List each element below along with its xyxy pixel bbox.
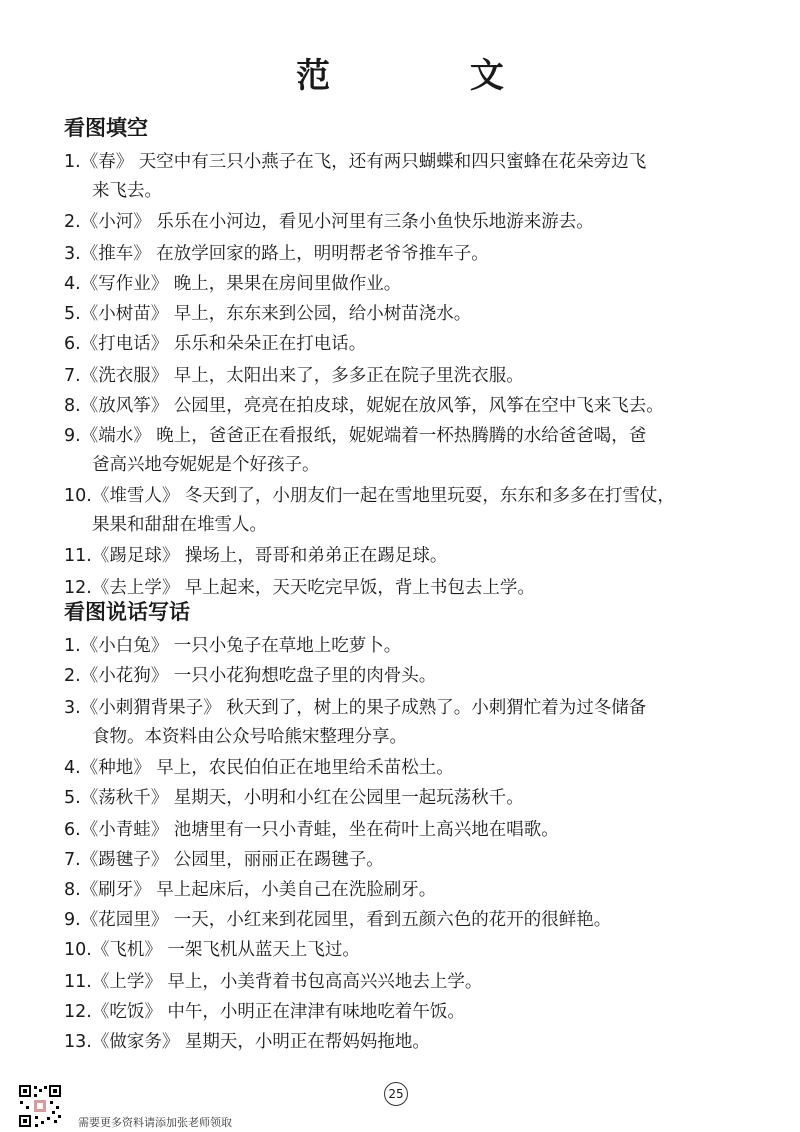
list-item [64, 662, 764, 691]
section-heading: 看图填空 [64, 116, 148, 140]
item-number: 7. [64, 366, 81, 386]
item-text: 《小树苗》 早上，东东来到公园，给小树苗浇水。 [80, 304, 472, 324]
item-text: 《去上学》 早上起来，天天吃完早饭，背上书包去上学。 [91, 578, 535, 598]
list-item [64, 1028, 764, 1057]
item-text: 《小青蛙》 池塘里有一只小青蛙，坐在荷叶上高兴地在唱歌。 [80, 820, 559, 840]
list-item [64, 936, 764, 965]
item-number: 5. [64, 788, 81, 808]
list-item [64, 968, 764, 997]
section-heading: 看图说话写话 [64, 600, 190, 624]
list-item [64, 208, 764, 237]
list-item [64, 632, 764, 661]
item-number: 8. [64, 880, 81, 900]
item-number: 12. [64, 1002, 92, 1022]
item-text-continued: 食物。本资料由公众号哈熊宋整理分享。 [92, 727, 407, 747]
list-item [64, 148, 764, 206]
list-item [64, 784, 764, 813]
item-number: 1. [64, 152, 81, 172]
item-number: 9. [64, 910, 81, 930]
item-number: 6. [64, 334, 81, 354]
item-number: 3. [64, 244, 81, 264]
item-text: 《种地》 早上，农民伯伯正在地里给禾苗松土。 [80, 758, 454, 778]
item-text: 《小刺猬背果子》 秋天到了，树上的果子成熟了。小刺猬忙着为过冬储备 [80, 698, 647, 718]
list-item [64, 300, 764, 329]
item-number: 13. [64, 1032, 92, 1052]
item-number: 1. [64, 636, 81, 656]
item-text: 《踢足球》 操场上，哥哥和弟弟正在踢足球。 [91, 546, 448, 566]
item-text: 《上学》 早上，小美背着书包高高兴兴地去上学。 [91, 972, 483, 992]
item-text: 《荡秋千》 星期天，小明和小红在公园里一起玩荡秋千。 [80, 788, 524, 808]
item-text: 《小白兔》 一只小兔子在草地上吃萝卜。 [80, 636, 402, 656]
item-text: 《放风筝》 公园里，亮亮在拍皮球，妮妮在放风筝，风筝在空中飞来飞去。 [80, 396, 664, 416]
item-text: 《小河》 乐乐在小河边，看见小河里有三条小鱼快乐地游来游去。 [80, 212, 594, 232]
list-item [64, 240, 764, 269]
item-number: 5. [64, 304, 81, 324]
item-number: 10. [64, 940, 92, 960]
item-number: 9. [64, 426, 81, 446]
item-number: 6. [64, 820, 81, 840]
item-text: 《春》 天空中有三只小燕子在飞，还有两只蝴蝶和四只蜜蜂在花朵旁边飞 [80, 152, 647, 172]
list-item [64, 694, 764, 752]
item-number: 11. [64, 546, 92, 566]
list-item [64, 846, 764, 875]
item-number: 11. [64, 972, 92, 992]
list-item [64, 876, 764, 905]
item-number: 12. [64, 578, 92, 598]
item-text-continued: 来飞去。 [92, 181, 162, 201]
list-item [64, 330, 764, 359]
item-text: 《写作业》 晚上，果果在房间里做作业。 [80, 274, 402, 294]
item-text: 《踢毽子》 公园里，丽丽正在踢毽子。 [80, 850, 384, 870]
item-text: 《洗衣服》 早上，太阳出来了，多多正在院子里洗衣服。 [80, 366, 524, 386]
item-text-continued: 果果和甜甜在堆雪人。 [92, 515, 267, 535]
item-text-continued: 爸高兴地夸妮妮是个好孩子。 [92, 455, 320, 475]
list-item [64, 362, 764, 391]
page-number-badge: 25 [384, 1082, 408, 1106]
item-text: 《做家务》 星期天，小明正在帮妈妈拖地。 [91, 1032, 430, 1052]
list-item [64, 542, 764, 571]
list-item [64, 270, 764, 299]
footer-note: 需要更多资料请添加张老师领取 [78, 1116, 232, 1129]
item-number: 3. [64, 698, 81, 718]
item-text: 《刷牙》 早上起床后，小美自己在洗脸刷牙。 [80, 880, 437, 900]
item-number: 10. [64, 486, 92, 506]
item-text: 《打电话》 乐乐和朵朵正在打电话。 [80, 334, 367, 354]
item-text: 《堆雪人》 冬天到了，小朋友们一起在雪地里玩耍，东东和多多在打雪仗， [91, 486, 675, 506]
list-item [64, 482, 764, 540]
page-title: 范 文 [296, 56, 568, 96]
item-text: 《端水》 晚上，爸爸正在看报纸，妮妮端着一杯热腾腾的水给爸爸喝，爸 [80, 426, 647, 446]
footer [0, 1072, 800, 1132]
list-item [64, 998, 764, 1027]
item-text: 《吃饭》 中午，小明正在津津有味地吃着午饭。 [91, 1002, 465, 1022]
list-item [64, 392, 764, 421]
list-item [64, 754, 764, 783]
item-text: 《花园里》 一天，小红来到花园里，看到五颜六色的花开的很鲜艳。 [80, 910, 612, 930]
item-number: 2. [64, 212, 81, 232]
item-number: 7. [64, 850, 81, 870]
item-number: 8. [64, 396, 81, 416]
item-number: 4. [64, 758, 81, 778]
list-item [64, 906, 764, 935]
item-text: 《飞机》 一架飞机从蓝天上飞过。 [91, 940, 360, 960]
item-number: 4. [64, 274, 81, 294]
list-item [64, 422, 764, 480]
qr-code-icon[interactable] [18, 1084, 62, 1128]
item-text: 《小花狗》 一只小花狗想吃盘子里的肉骨头。 [80, 666, 437, 686]
item-text: 《推车》 在放学回家的路上，明明帮老爷爷推车子。 [80, 244, 489, 264]
item-number: 2. [64, 666, 81, 686]
list-item [64, 816, 764, 845]
